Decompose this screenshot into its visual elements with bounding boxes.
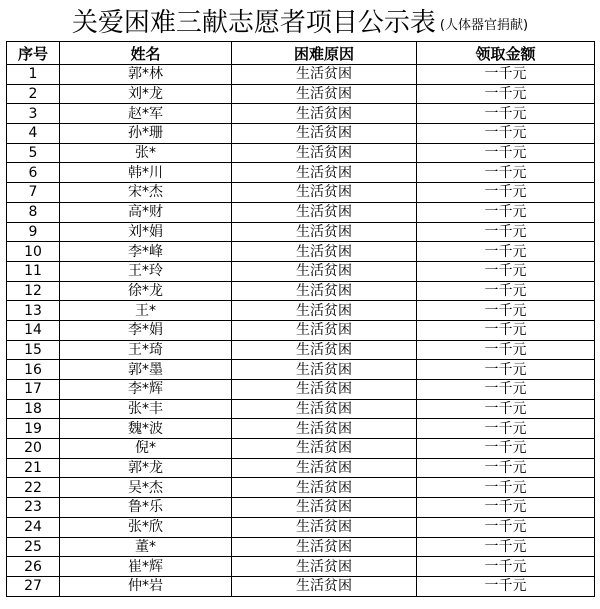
table-row bbox=[7, 399, 595, 419]
cell-hardship-reason: 生活贫困 bbox=[232, 124, 417, 144]
cell-amount: 一千元 bbox=[417, 320, 595, 340]
cell-amount: 一千元 bbox=[417, 183, 595, 203]
cell-serial-number: 4 bbox=[7, 124, 60, 144]
cell-hardship-reason: 生活贫困 bbox=[232, 65, 417, 85]
cell-serial-number: 27 bbox=[7, 576, 60, 596]
table-row bbox=[7, 202, 595, 222]
table-row bbox=[7, 557, 595, 577]
cell-name: 宋*杰 bbox=[60, 183, 232, 203]
title-subtitle: (人体器官捐献) bbox=[439, 17, 529, 33]
cell-amount: 一千元 bbox=[417, 399, 595, 419]
cell-hardship-reason: 生活贫困 bbox=[232, 340, 417, 360]
cell-hardship-reason: 生活贫困 bbox=[232, 380, 417, 400]
header-row bbox=[7, 42, 595, 65]
cell-serial-number: 21 bbox=[7, 458, 60, 478]
cell-name: 董* bbox=[60, 537, 232, 557]
cell-hardship-reason: 生活贫困 bbox=[232, 104, 417, 124]
cell-amount: 一千元 bbox=[417, 163, 595, 183]
cell-amount: 一千元 bbox=[417, 517, 595, 537]
cell-name: 魏*波 bbox=[60, 419, 232, 439]
cell-serial-number: 7 bbox=[7, 183, 60, 203]
volunteer-roster-table bbox=[6, 41, 595, 597]
cell-serial-number: 5 bbox=[7, 143, 60, 163]
table-row bbox=[7, 84, 595, 104]
table-row bbox=[7, 65, 595, 85]
cell-name: 刘*娟 bbox=[60, 222, 232, 242]
cell-amount: 一千元 bbox=[417, 104, 595, 124]
cell-name: 倪* bbox=[60, 439, 232, 459]
table-body bbox=[7, 65, 595, 597]
cell-serial-number: 16 bbox=[7, 360, 60, 380]
cell-hardship-reason: 生活贫困 bbox=[232, 478, 417, 498]
cell-serial-number: 24 bbox=[7, 517, 60, 537]
cell-serial-number: 6 bbox=[7, 163, 60, 183]
cell-hardship-reason: 生活贫困 bbox=[232, 458, 417, 478]
cell-name: 仲*岩 bbox=[60, 576, 232, 596]
title-main: 关爱困难三献志愿者项目公示表 bbox=[71, 7, 436, 38]
cell-serial-number: 11 bbox=[7, 261, 60, 281]
header-name: 姓名 bbox=[60, 42, 232, 65]
cell-hardship-reason: 生活贫困 bbox=[232, 557, 417, 577]
table-row bbox=[7, 576, 595, 596]
cell-serial-number: 1 bbox=[7, 65, 60, 85]
cell-name: 徐*龙 bbox=[60, 281, 232, 301]
document-title bbox=[0, 0, 600, 40]
cell-serial-number: 20 bbox=[7, 439, 60, 459]
table-row bbox=[7, 498, 595, 518]
cell-serial-number: 26 bbox=[7, 557, 60, 577]
cell-name: 王*玲 bbox=[60, 261, 232, 281]
cell-amount: 一千元 bbox=[417, 143, 595, 163]
cell-amount: 一千元 bbox=[417, 380, 595, 400]
table-row bbox=[7, 104, 595, 124]
table-row bbox=[7, 320, 595, 340]
table-row bbox=[7, 478, 595, 498]
cell-hardship-reason: 生活贫困 bbox=[232, 419, 417, 439]
table-row bbox=[7, 419, 595, 439]
table-row bbox=[7, 222, 595, 242]
cell-hardship-reason: 生活贫困 bbox=[232, 537, 417, 557]
table-row bbox=[7, 537, 595, 557]
cell-name: 鲁*乐 bbox=[60, 498, 232, 518]
cell-name: 韩*川 bbox=[60, 163, 232, 183]
cell-name: 张*欣 bbox=[60, 517, 232, 537]
cell-amount: 一千元 bbox=[417, 439, 595, 459]
cell-hardship-reason: 生活贫困 bbox=[232, 202, 417, 222]
cell-amount: 一千元 bbox=[417, 576, 595, 596]
table-row bbox=[7, 183, 595, 203]
cell-name: 郭*龙 bbox=[60, 458, 232, 478]
cell-amount: 一千元 bbox=[417, 340, 595, 360]
cell-hardship-reason: 生活贫困 bbox=[232, 439, 417, 459]
cell-hardship-reason: 生活贫困 bbox=[232, 261, 417, 281]
cell-name: 王*琦 bbox=[60, 340, 232, 360]
cell-amount: 一千元 bbox=[417, 419, 595, 439]
cell-serial-number: 15 bbox=[7, 340, 60, 360]
cell-name: 崔*辉 bbox=[60, 557, 232, 577]
cell-hardship-reason: 生活贫困 bbox=[232, 281, 417, 301]
cell-hardship-reason: 生活贫困 bbox=[232, 84, 417, 104]
cell-amount: 一千元 bbox=[417, 478, 595, 498]
table-row bbox=[7, 163, 595, 183]
cell-name: 郭*林 bbox=[60, 65, 232, 85]
cell-serial-number: 25 bbox=[7, 537, 60, 557]
table-header bbox=[7, 42, 595, 65]
cell-name: 李*辉 bbox=[60, 380, 232, 400]
cell-serial-number: 10 bbox=[7, 242, 60, 262]
cell-hardship-reason: 生活贫困 bbox=[232, 301, 417, 321]
table-row bbox=[7, 458, 595, 478]
cell-amount: 一千元 bbox=[417, 557, 595, 577]
table-row bbox=[7, 360, 595, 380]
table-row bbox=[7, 301, 595, 321]
table-row bbox=[7, 380, 595, 400]
table-row bbox=[7, 124, 595, 144]
table-row bbox=[7, 439, 595, 459]
cell-name: 刘*龙 bbox=[60, 84, 232, 104]
cell-amount: 一千元 bbox=[417, 281, 595, 301]
cell-serial-number: 22 bbox=[7, 478, 60, 498]
cell-serial-number: 14 bbox=[7, 320, 60, 340]
cell-name: 张* bbox=[60, 143, 232, 163]
cell-serial-number: 12 bbox=[7, 281, 60, 301]
cell-hardship-reason: 生活贫困 bbox=[232, 242, 417, 262]
cell-amount: 一千元 bbox=[417, 537, 595, 557]
cell-amount: 一千元 bbox=[417, 84, 595, 104]
cell-serial-number: 9 bbox=[7, 222, 60, 242]
cell-hardship-reason: 生活贫困 bbox=[232, 222, 417, 242]
cell-serial-number: 17 bbox=[7, 380, 60, 400]
table-row bbox=[7, 261, 595, 281]
cell-name: 张*丰 bbox=[60, 399, 232, 419]
cell-amount: 一千元 bbox=[417, 222, 595, 242]
cell-hardship-reason: 生活贫困 bbox=[232, 498, 417, 518]
cell-name: 李*峰 bbox=[60, 242, 232, 262]
cell-name: 郭*墨 bbox=[60, 360, 232, 380]
cell-serial-number: 19 bbox=[7, 419, 60, 439]
header-hardship-reason: 困难原因 bbox=[232, 42, 417, 65]
cell-serial-number: 18 bbox=[7, 399, 60, 419]
cell-amount: 一千元 bbox=[417, 261, 595, 281]
cell-hardship-reason: 生活贫困 bbox=[232, 163, 417, 183]
cell-hardship-reason: 生活贫困 bbox=[232, 320, 417, 340]
cell-serial-number: 3 bbox=[7, 104, 60, 124]
header-serial-number: 序号 bbox=[7, 42, 60, 65]
cell-serial-number: 2 bbox=[7, 84, 60, 104]
cell-amount: 一千元 bbox=[417, 202, 595, 222]
cell-serial-number: 13 bbox=[7, 301, 60, 321]
cell-amount: 一千元 bbox=[417, 242, 595, 262]
cell-amount: 一千元 bbox=[417, 124, 595, 144]
cell-hardship-reason: 生活贫困 bbox=[232, 183, 417, 203]
table-row bbox=[7, 517, 595, 537]
cell-amount: 一千元 bbox=[417, 360, 595, 380]
cell-serial-number: 8 bbox=[7, 202, 60, 222]
cell-amount: 一千元 bbox=[417, 498, 595, 518]
cell-name: 高*财 bbox=[60, 202, 232, 222]
cell-name: 孙*珊 bbox=[60, 124, 232, 144]
header-amount-received: 领取金额 bbox=[417, 42, 595, 65]
cell-hardship-reason: 生活贫困 bbox=[232, 399, 417, 419]
cell-hardship-reason: 生活贫困 bbox=[232, 517, 417, 537]
cell-serial-number: 23 bbox=[7, 498, 60, 518]
table-row bbox=[7, 143, 595, 163]
cell-hardship-reason: 生活贫困 bbox=[232, 143, 417, 163]
cell-amount: 一千元 bbox=[417, 458, 595, 478]
cell-name: 赵*军 bbox=[60, 104, 232, 124]
table-row bbox=[7, 340, 595, 360]
cell-hardship-reason: 生活贫困 bbox=[232, 360, 417, 380]
cell-amount: 一千元 bbox=[417, 301, 595, 321]
cell-hardship-reason: 生活贫困 bbox=[232, 576, 417, 596]
cell-name: 李*娟 bbox=[60, 320, 232, 340]
cell-name: 王* bbox=[60, 301, 232, 321]
cell-name: 吴*杰 bbox=[60, 478, 232, 498]
table-row bbox=[7, 281, 595, 301]
table-row bbox=[7, 242, 595, 262]
cell-amount: 一千元 bbox=[417, 65, 595, 85]
